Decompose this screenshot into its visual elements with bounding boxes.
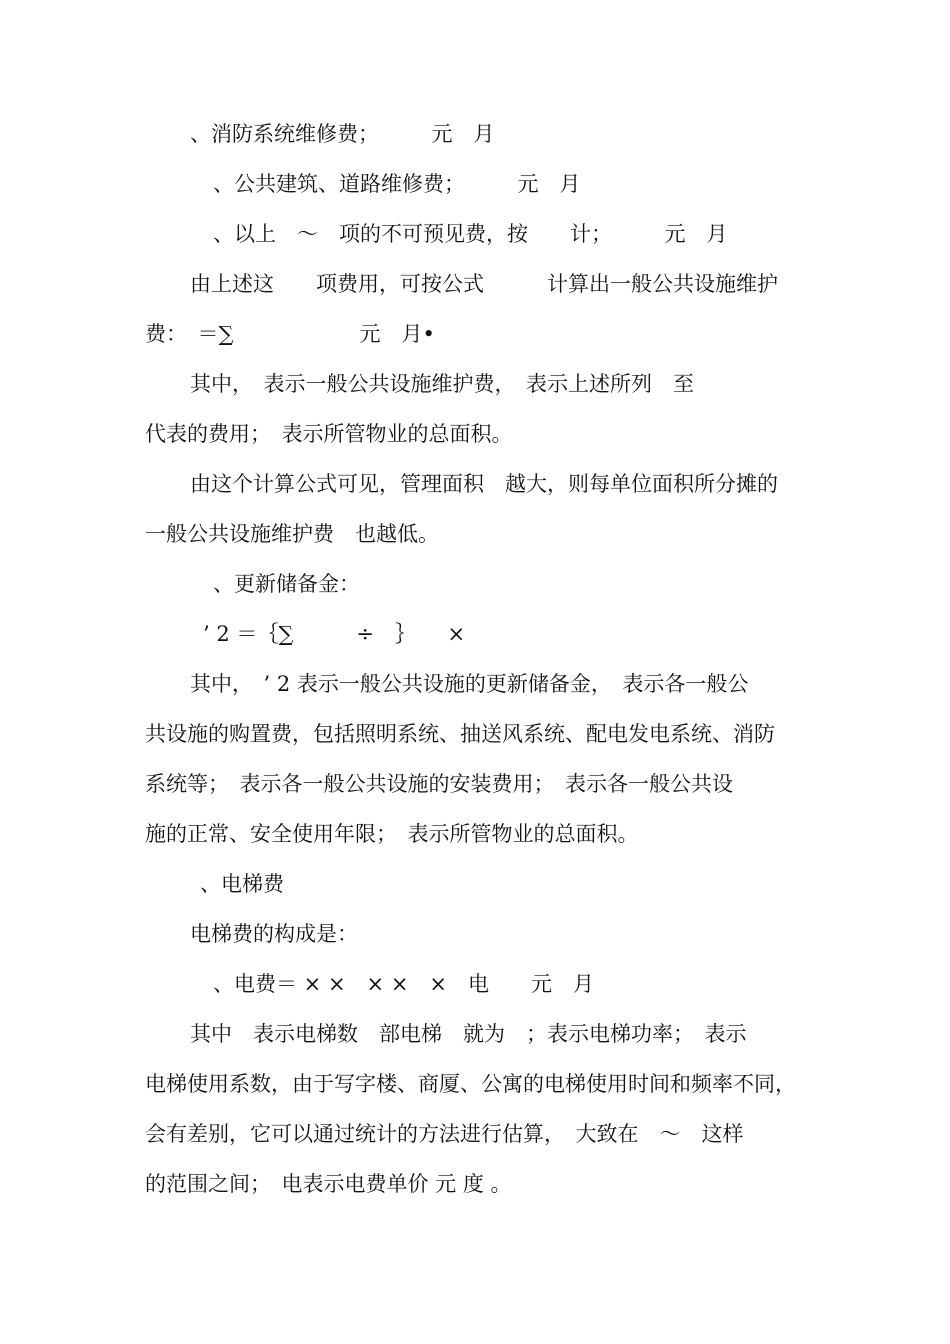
text-line-formula-intro: 由上述这 项费用，可按公式 计算出一般公共设施维护 <box>190 272 778 296</box>
text-line-elevator-heading: 、电梯费 <box>200 872 284 896</box>
text-line-reserve-where-1: 其中， ’ 2 表示一般公共设施的更新储备金， 表示各一般公 <box>190 672 749 696</box>
text-line-elevator-composition: 电梯费的构成是： <box>190 922 358 946</box>
text-line-conclusion-2: 一般公共设施维护费 也越低。 <box>145 522 439 546</box>
text-line-conclusion-1: 由这个计算公式可见，管理面积 越大，则每单位面积所分摊的 <box>190 472 778 496</box>
text-line-reserve-where-3: 系统等； 表示各一般公共设施的安装费用； 表示各一般公共设 <box>145 772 733 796</box>
text-line-elevator-where-4: 的范围之间； 电表示电费单价 元 度 。 <box>145 1172 512 1196</box>
text-line-reserve-where-2: 共设施的购置费，包括照明系统、抽送风系统、配电发电系统、消防 <box>145 722 775 746</box>
text-line-public-building: 、公共建筑、道路维修费； 元 月 <box>213 172 581 196</box>
text-line-formula: 费： ＝∑ 元 月• <box>145 322 435 346</box>
text-line-where-2: 代表的费用； 表示所管物业的总面积。 <box>145 422 513 446</box>
text-line-reserve-heading: 、更新储备金： <box>213 572 360 596</box>
text-line-electricity-formula: 、电费＝ × × × × × 电 元 月 <box>213 972 595 996</box>
text-line-where-1: 其中， 表示一般公共设施维护费， 表示上述所列 至 <box>190 372 694 396</box>
text-line-elevator-where-2: 电梯使用系数，由于写字楼、商厦、公寓的电梯使用时间和频率不同， <box>145 1072 796 1096</box>
text-line-fire-system: 、消防系统维修费； 元 月 <box>190 122 495 146</box>
text-line-elevator-where-1: 其中 表示电梯数 部电梯 就为 ；表示电梯功率； 表示 <box>190 1022 747 1046</box>
text-line-reserve-formula: ’ 2 ＝｛∑ ÷ ｝ × <box>203 622 466 646</box>
text-line-reserve-where-4: 施的正常、安全使用年限； 表示所管物业的总面积。 <box>145 822 639 846</box>
text-line-elevator-where-3: 会有差别，它可以通过统计的方法进行估算， 大致在 ～ 这样 <box>145 1122 744 1146</box>
text-line-contingency: 、以上 ～ 项的不可预见费，按 计； 元 月 <box>213 222 728 246</box>
